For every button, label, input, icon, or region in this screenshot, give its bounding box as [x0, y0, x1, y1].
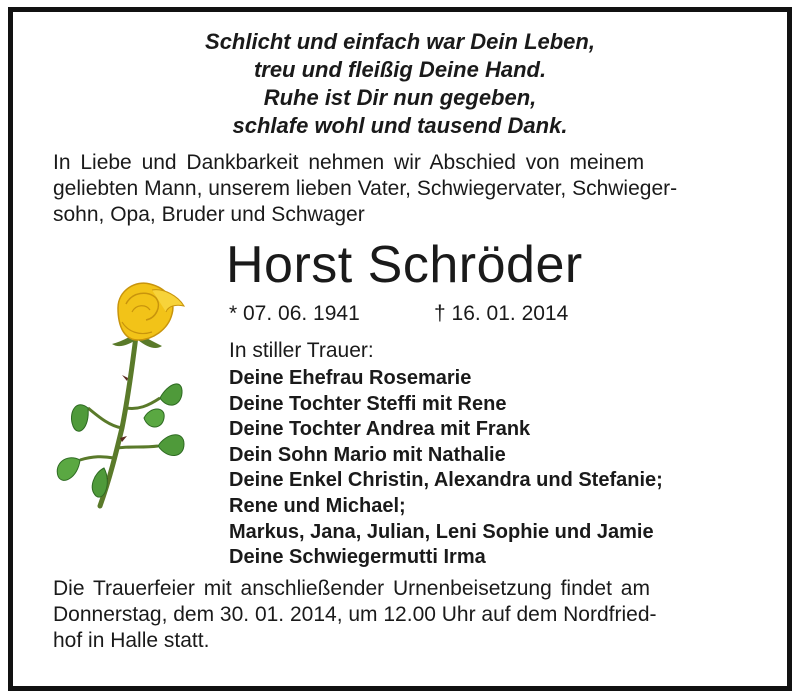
funeral-info: [53, 576, 746, 654]
intro-line: In Liebe und Dankbarkeit nehmen wir Abschied von meinem: [53, 151, 645, 174]
rose-leaf: [71, 405, 88, 431]
rose-leaf: [160, 384, 182, 405]
mourner-line: Rene und Michael;: [229, 494, 406, 517]
rose-leaf: [57, 458, 80, 481]
poem-line: treu und fleißig Deine Hand.: [253, 57, 547, 82]
deceased-name: Horst Schröder: [226, 236, 583, 294]
mourners-list: [229, 366, 663, 571]
mourner-line: Deine Ehefrau Rosemarie: [229, 367, 472, 389]
funeral-info-line: Donnerstag, dem 30. 01. 2014, um 12.00 Uhr auf dem Nordfried-: [53, 603, 657, 626]
rose-leaf: [144, 409, 164, 427]
intro-line: sohn, Opa, Bruder und Schwager: [53, 203, 365, 226]
rose-leaf: [158, 435, 184, 456]
rose-leaf: [92, 468, 107, 497]
mourner-line: Deine Schwiegermutti Irma: [229, 546, 486, 569]
funeral-info-line: hof in Halle statt.: [53, 629, 210, 652]
mourner-line: Dein Sohn Mario mit Nathalie: [229, 443, 506, 466]
intro-paragraph: [53, 150, 746, 228]
poem-line: schlafe wohl und tausend Dank.: [232, 113, 568, 138]
poem-line: Schlicht und einfach war Dein Leben,: [205, 29, 595, 54]
mourner-line: Deine Tochter Andrea mit Frank: [229, 418, 531, 441]
birth-date: * 07. 06. 1941: [229, 302, 360, 325]
intro-line: geliebten Mann, unserem lieben Vater, Schwiegervater, Schwieger-: [53, 177, 678, 200]
mourner-line: Deine Tochter Steffi mit Rene: [229, 392, 507, 415]
memorial-poem: [0, 28, 800, 140]
funeral-info-line: Die Trauerfeier mit anschließender Urnenbeisetzung findet am: [53, 577, 650, 600]
poem-line: Ruhe ist Dir nun gegeben,: [263, 85, 537, 110]
mourner-line: Markus, Jana, Julian, Leni Sophie und Jamie: [229, 520, 654, 543]
death-date: † 16. 01. 2014: [434, 302, 569, 325]
mourner-line: Deine Enkel Christin, Alexandra und Stefanie;: [229, 469, 663, 492]
mourning-label: In stiller Trauer:: [229, 339, 374, 362]
rose-icon: [48, 278, 198, 518]
